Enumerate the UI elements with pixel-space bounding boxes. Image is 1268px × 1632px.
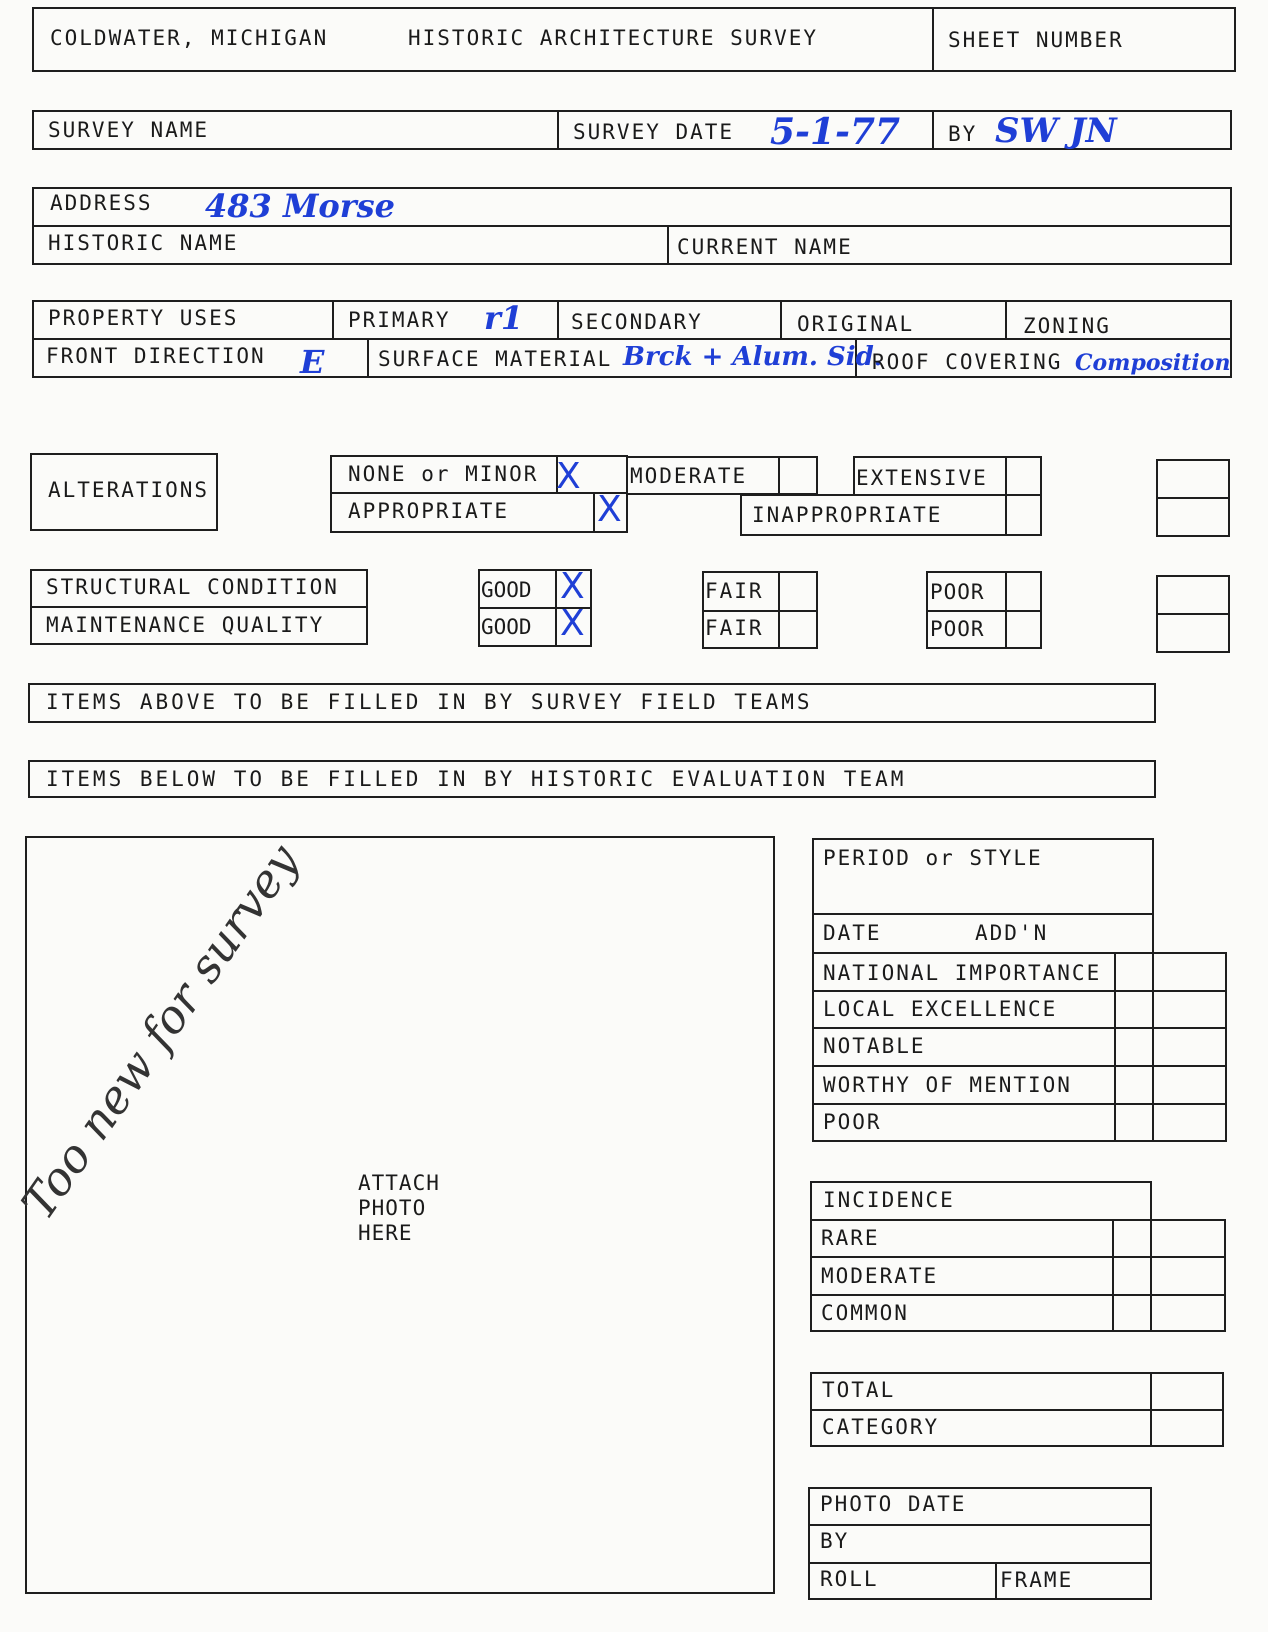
condition-label-divider: [30, 606, 368, 608]
survey-by-label: BY: [948, 122, 978, 146]
property-divider-5: [367, 338, 369, 378]
eval-line-6: [812, 1103, 1226, 1105]
handwritten-note: Too new for survey: [10, 834, 310, 1229]
structural-condition-label: STRUCTURAL CONDITION: [46, 575, 339, 599]
notable-label: NOTABLE: [823, 1034, 926, 1058]
sheet-number-label: SHEET NUMBER: [948, 28, 1124, 52]
roof-covering-label: ROOF COVERING: [872, 350, 1063, 374]
incidence-line-1: [810, 1219, 1225, 1221]
common-label: COMMON: [821, 1301, 909, 1325]
original-label: ORIGINAL: [797, 312, 915, 336]
photo-info-line-1: [808, 1524, 1152, 1526]
good-checkbox-line: [555, 569, 557, 647]
items-above-note: ITEMS ABOVE TO BE FILLED IN BY SURVEY FIELD TEAMS: [46, 690, 813, 714]
evaluation-poor-label: POOR: [823, 1110, 882, 1134]
eval-line-7: [1154, 1140, 1226, 1142]
survey-name-label: SURVEY NAME: [48, 118, 210, 142]
name-divider: [667, 225, 669, 265]
extensive-top: [853, 456, 1042, 458]
incidence-line-4: [1152, 1330, 1225, 1332]
items-below-note: ITEMS BELOW TO BE FILLED IN BY HISTORIC EVALUATION TEAM: [46, 767, 907, 791]
extensive-left: [853, 456, 855, 494]
eval-line-1: [812, 913, 1154, 915]
appropriate-mark[interactable]: X: [597, 489, 622, 530]
property-divider-2: [557, 300, 559, 338]
address-label: ADDRESS: [50, 191, 153, 215]
alterations-score-divider: [1156, 497, 1230, 499]
national-importance-label: NATIONAL IMPORTANCE: [823, 961, 1102, 985]
total-label: TOTAL: [822, 1378, 896, 1402]
appropriate-checkbox-line: [593, 492, 595, 533]
structural-good-mark[interactable]: X: [560, 566, 585, 607]
incidence-line-2: [810, 1256, 1225, 1258]
incidence-score-right: [1224, 1219, 1226, 1332]
total-divider: [810, 1409, 1224, 1411]
eval-line-2: [812, 952, 1226, 954]
maintenance-good-mark[interactable]: X: [560, 603, 585, 644]
appropriate-label: APPROPRIATE: [348, 499, 510, 523]
extensive-label: EXTENSIVE: [856, 466, 988, 490]
alterations-label: ALTERATIONS: [48, 478, 210, 502]
roll-frame-divider: [995, 1562, 997, 1600]
historic-name-label: HISTORIC NAME: [48, 231, 239, 255]
worthy-of-mention-label: WORTHY OF MENTION: [823, 1073, 1072, 1097]
maintenance-good-label: GOOD: [481, 615, 532, 639]
photo-date-label: PHOTO DATE: [820, 1492, 967, 1516]
moderate-label: MODERATE: [630, 464, 748, 488]
incidence-moderate-label: MODERATE: [821, 1264, 939, 1288]
structural-fair-label: FAIR: [705, 579, 764, 603]
rare-label: RARE: [821, 1226, 880, 1250]
local-excellence-label: LOCAL EXCELLENCE: [823, 997, 1058, 1021]
zoning-label: ZONING: [1023, 314, 1111, 338]
current-name-label: CURRENT NAME: [677, 235, 853, 259]
eval-line-4: [812, 1027, 1226, 1029]
extensive-checkbox-line: [1005, 456, 1007, 536]
period-style-label: PERIOD or STYLE: [823, 846, 1043, 870]
incidence-line-3: [810, 1294, 1225, 1296]
structural-good-label: GOOD: [481, 578, 532, 602]
photo-by-label: BY: [820, 1529, 850, 1553]
roll-label: ROLL: [820, 1567, 879, 1591]
date-label: DATE: [823, 921, 882, 945]
address-divider: [32, 225, 1232, 227]
incidence-score-left: [1112, 1219, 1114, 1332]
attach-photo-line3: HERE: [358, 1221, 413, 1245]
roof-covering-value: Composition: [1075, 350, 1231, 376]
none-minor-label: NONE or MINOR: [348, 462, 539, 486]
property-divider-1: [332, 300, 334, 338]
survey-date-label: SURVEY DATE: [573, 120, 735, 144]
address-value: 483 Morse: [205, 187, 395, 225]
surface-material-label: SURFACE MATERIAL: [378, 347, 613, 371]
fair-divider: [702, 610, 818, 612]
eval-line-3: [812, 990, 1226, 992]
header-city: COLDWATER, MICHIGAN: [50, 26, 329, 50]
maintenance-poor-label: POOR: [930, 617, 985, 641]
structural-poor-label: POOR: [930, 580, 985, 604]
category-label: CATEGORY: [822, 1415, 940, 1439]
total-score-line: [1150, 1372, 1152, 1447]
frame-label: FRAME: [1000, 1568, 1074, 1592]
survey-date-value: 5-1-77: [770, 111, 901, 153]
primary-value: r1: [484, 299, 524, 337]
surface-material-value: Brck + Alum. Sid.: [623, 342, 883, 372]
eval-line-5: [812, 1065, 1226, 1067]
fair-checkbox-line: [778, 571, 780, 649]
maintenance-quality-label: MAINTENANCE QUALITY: [46, 613, 325, 637]
inappropriate-left: [740, 494, 742, 536]
inappropriate-label: INAPPROPRIATE: [752, 503, 943, 527]
eval-score-right: [1225, 952, 1227, 1142]
primary-label: PRIMARY: [348, 308, 451, 332]
attach-photo-line2: PHOTO: [358, 1196, 427, 1220]
property-divider-4: [1005, 300, 1007, 338]
survey-divider-1: [557, 110, 559, 150]
property-divider-3: [780, 300, 782, 338]
incidence-label: INCIDENCE: [823, 1188, 955, 1212]
survey-by-value: SW JN: [995, 111, 1117, 151]
header-title: HISTORIC ARCHITECTURE SURVEY: [408, 26, 819, 50]
eval-score-left: [1114, 952, 1116, 1142]
front-direction-label: FRONT DIRECTION: [46, 344, 266, 368]
front-direction-value: E: [300, 343, 325, 381]
poor-checkbox-line: [1005, 571, 1007, 649]
none-minor-mark[interactable]: X: [556, 456, 581, 497]
property-uses-label: PROPERTY USES: [48, 306, 239, 330]
extensive-divider: [740, 494, 1042, 496]
property-divider: [32, 338, 1232, 340]
secondary-label: SECONDARY: [571, 310, 703, 334]
header-divider: [932, 7, 934, 72]
maintenance-fair-label: FAIR: [705, 616, 764, 640]
survey-divider-2: [932, 110, 934, 150]
alterations-appropriate-divider: [330, 492, 628, 494]
attach-photo-line1: ATTACH: [358, 1171, 440, 1195]
condition-score-divider: [1156, 613, 1230, 615]
photo-info-line-2: [808, 1562, 1152, 1564]
addn-label: ADD'N: [975, 921, 1049, 945]
poor-divider: [926, 610, 1042, 612]
